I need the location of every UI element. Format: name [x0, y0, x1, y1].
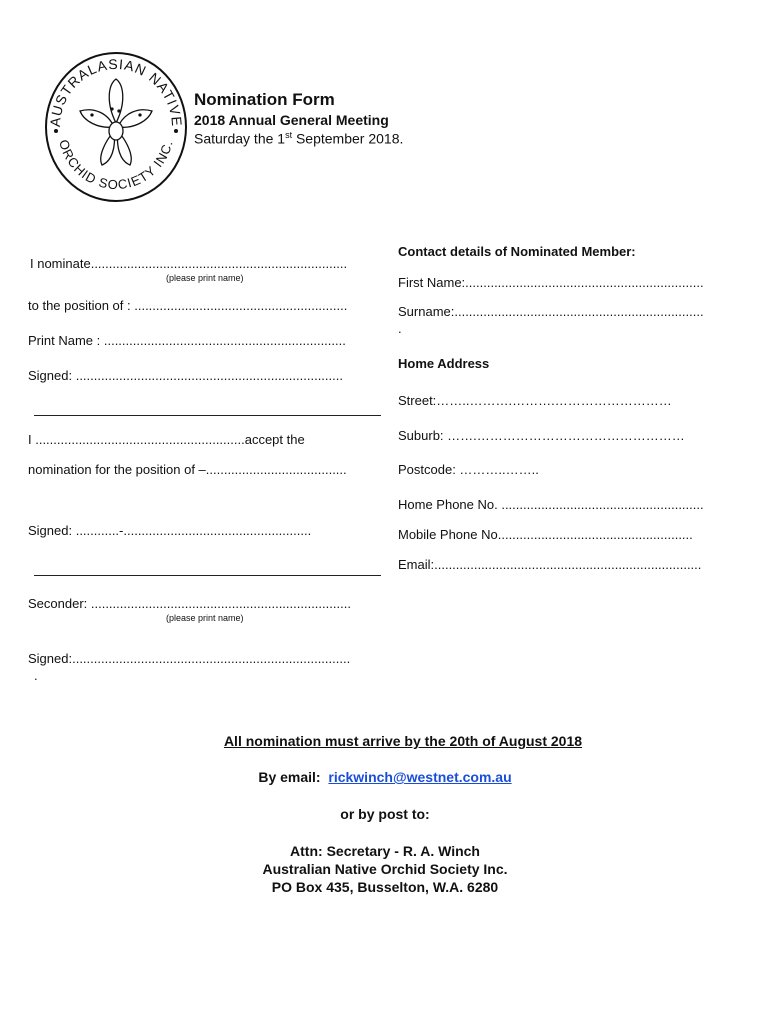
orchid-icon	[80, 79, 152, 165]
home-phone-field[interactable]: Home Phone No. ........................................................	[398, 497, 704, 512]
po-box-address: PO Box 435, Busselton, W.A. 6280	[271, 879, 499, 895]
accept-field[interactable]: I ..........................................................accept the	[28, 432, 305, 447]
email-line	[0, 769, 770, 785]
form-title: Nomination Form	[194, 90, 335, 109]
suburb-field[interactable]: Suburb: …….…………………………………………	[398, 428, 685, 443]
signed-field-3[interactable]: Signed:.............................................................................	[28, 651, 351, 666]
divider-1	[34, 415, 381, 416]
divider-2	[34, 575, 381, 576]
signed-field-1[interactable]: Signed: ..........................................................................	[28, 368, 343, 383]
seconder-field[interactable]: Seconder: ........................................................................	[28, 596, 351, 611]
signed-field-2[interactable]: Signed: ............-....................................................	[28, 523, 312, 538]
stray-dot: .	[34, 668, 38, 683]
by-email-label: By email:	[258, 769, 321, 785]
meeting-subtitle: 2018 Annual General Meeting	[194, 112, 389, 128]
deadline-notice: All nomination must arrive by the 20th of August 2018	[223, 733, 583, 749]
society-logo	[44, 51, 188, 203]
position-field[interactable]: to the position of : ...........................................................	[28, 298, 348, 313]
attn-line: Attn: Secretary - R. A. Winch	[290, 843, 480, 859]
svg-text:ORCHID SOCIETY INC.	[56, 138, 176, 192]
street-field[interactable]: Street:……..……….……….………………………	[398, 393, 672, 408]
nominate-field[interactable]: I nominate.......................................................................	[30, 256, 348, 271]
print-name-hint-2: (please print name)	[166, 613, 244, 623]
stray-dot-right: .	[398, 321, 402, 336]
print-name-hint: (please print name)	[166, 273, 244, 283]
meeting-date: Saturday the 1st September 2018.	[194, 130, 404, 147]
or-post-label: or by post to:	[340, 806, 430, 822]
nomination-position-field[interactable]: nomination for the position of –.......................................	[28, 462, 347, 477]
mobile-phone-field[interactable]: Mobile Phone No......................................................	[398, 527, 693, 542]
surname-field[interactable]: Surname:.....................................................................	[398, 304, 704, 319]
contact-heading: Contact details of Nominated Member:	[398, 244, 636, 259]
home-address-heading: Home Address	[398, 356, 490, 371]
logo-bottom-text: ORCHID SOCIETY INC.	[56, 137, 176, 193]
postcode-field[interactable]: Postcode: ………..……..	[398, 462, 539, 477]
email-field[interactable]: Email:..........................................................................	[398, 557, 702, 572]
email-link[interactable]: rickwinch@westnet.com.au	[328, 769, 512, 785]
first-name-field[interactable]: First Name:..................................................................	[398, 275, 704, 290]
logo-top-text: AUSTRALASIAN NATIVE	[46, 55, 186, 128]
print-name-field[interactable]: Print Name : ...................................................................	[28, 333, 346, 348]
society-name: Australian Native Orchid Society Inc.	[262, 861, 508, 877]
